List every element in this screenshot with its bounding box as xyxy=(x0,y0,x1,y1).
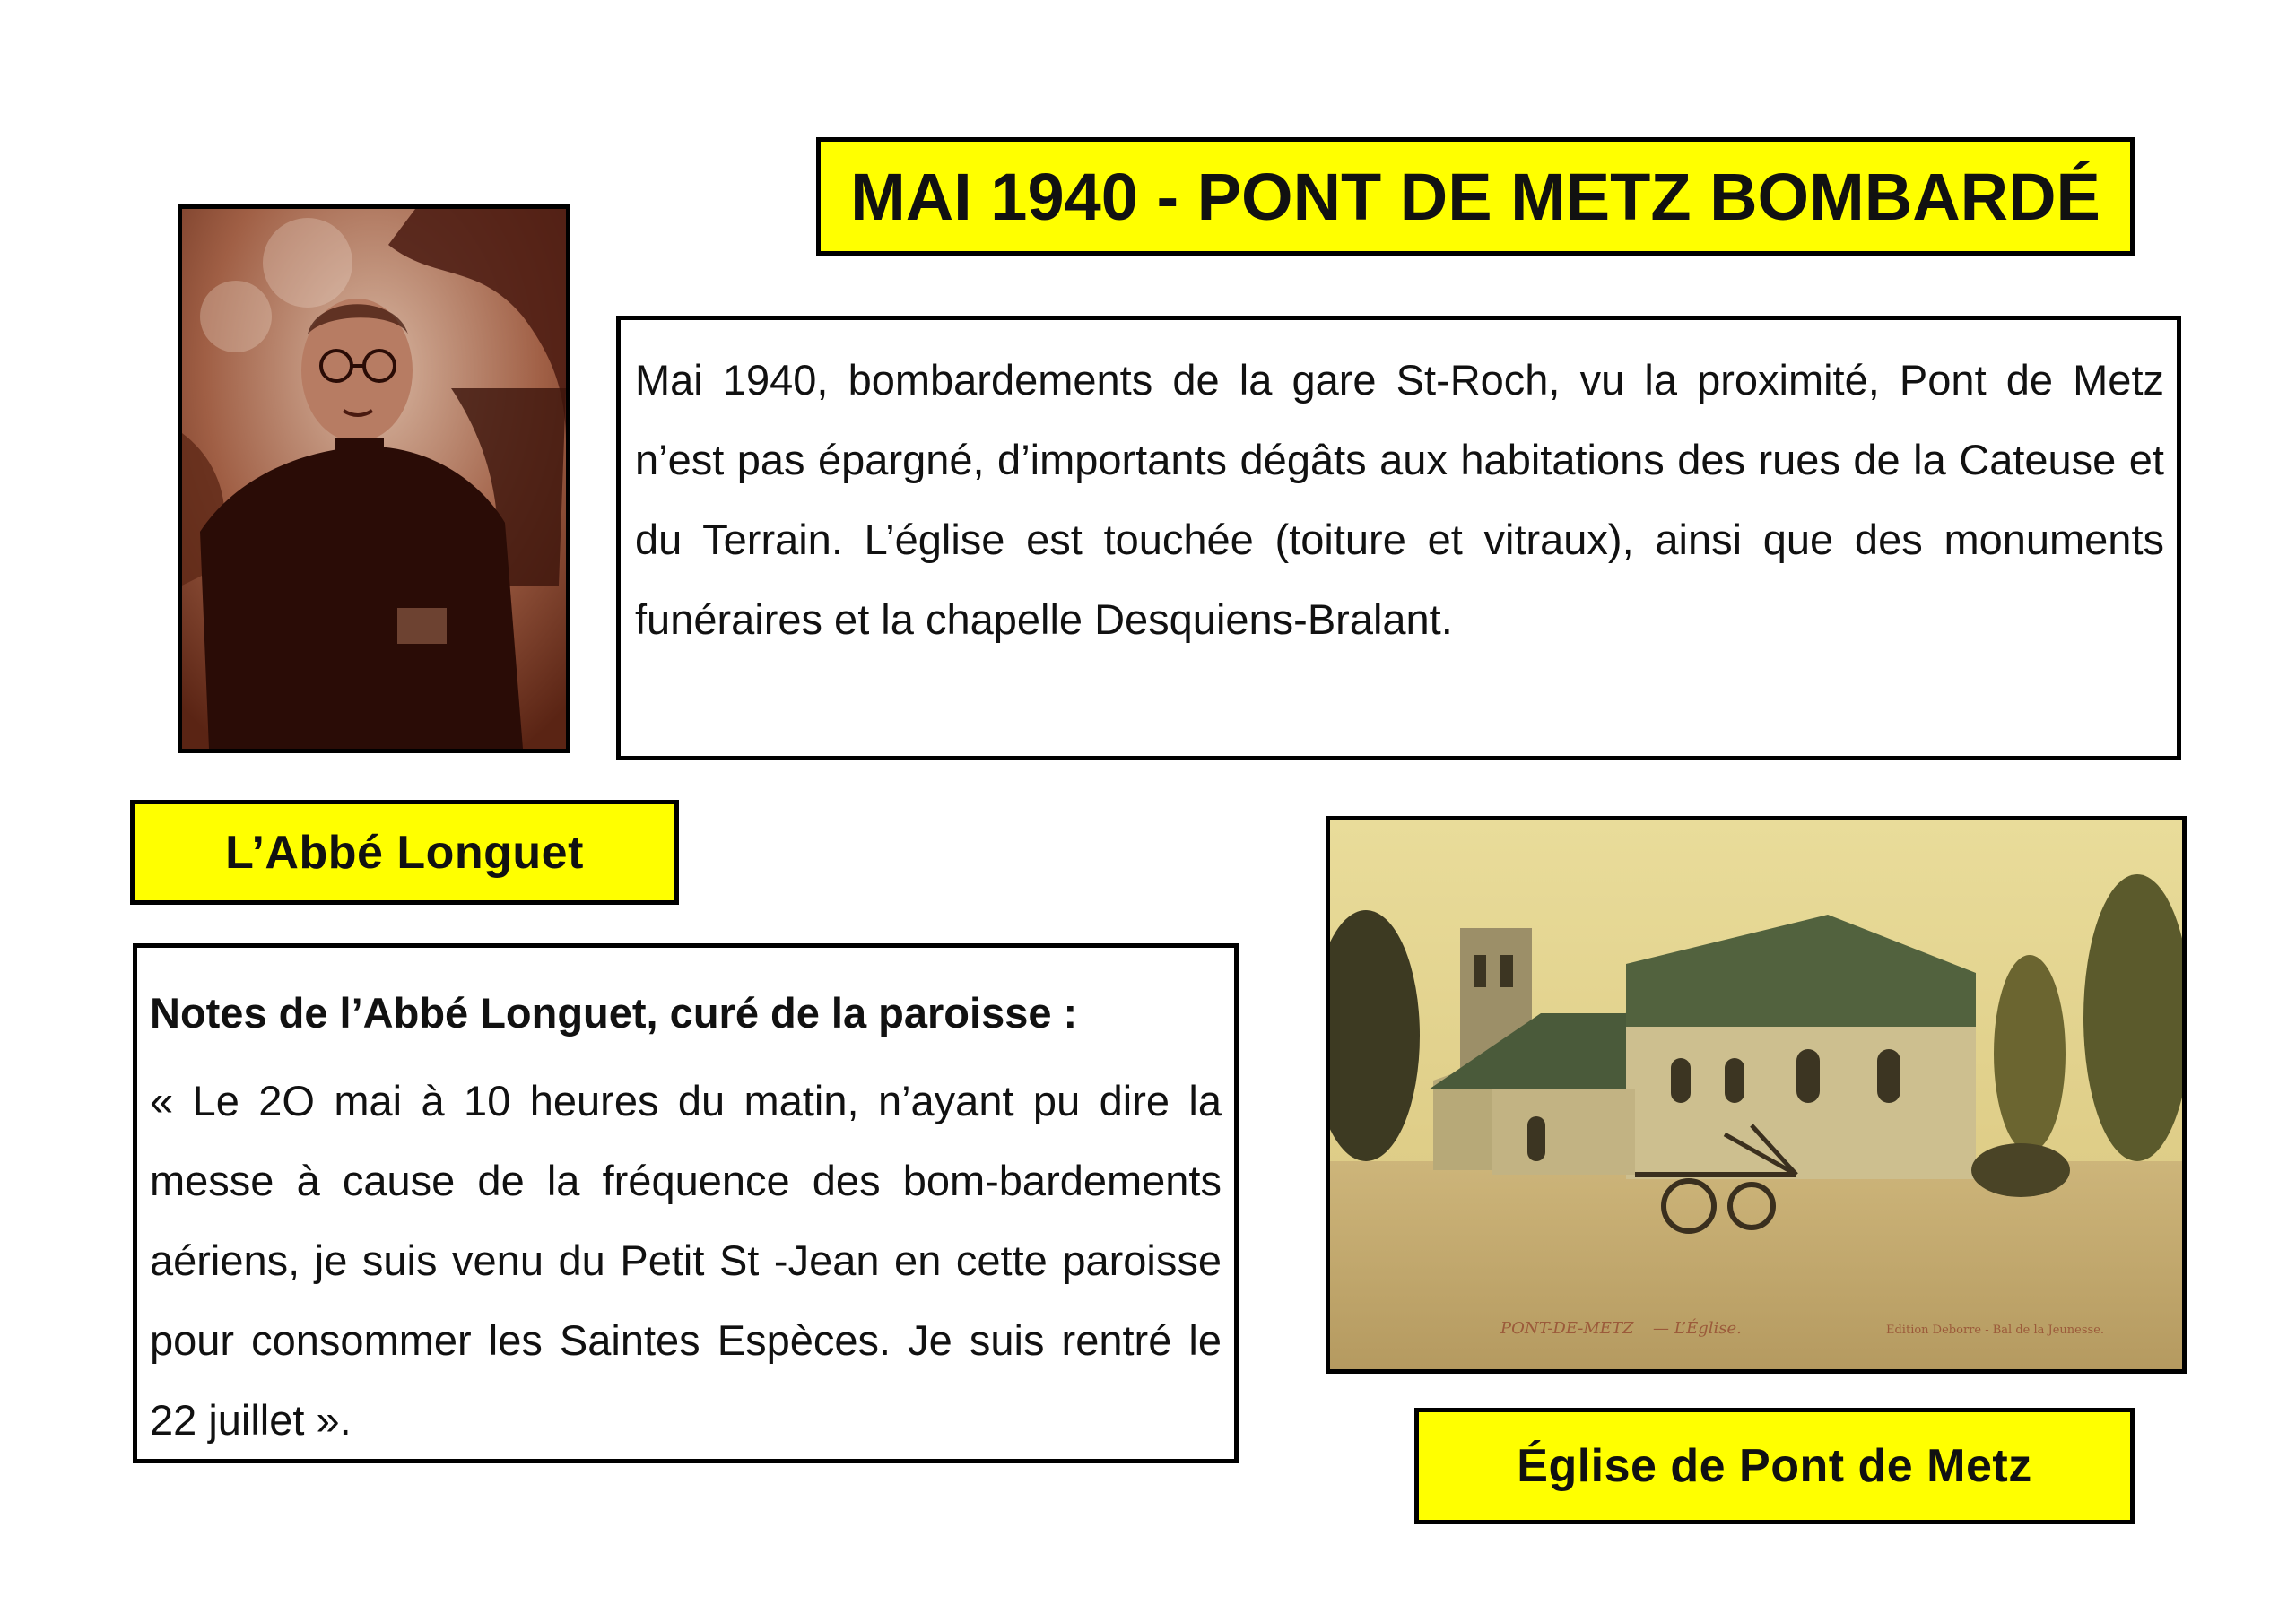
postcard-place: PONT-DE-METZ xyxy=(1500,1319,1634,1338)
postcard-subject: — L’Église. xyxy=(1653,1319,1742,1338)
page-title: MAI 1940 - PONT DE METZ BOMBARDÉ xyxy=(816,137,2135,256)
church-caption: Église de Pont de Metz xyxy=(1414,1408,2135,1524)
church-illustration xyxy=(1330,820,2182,1369)
intro-paragraph: Mai 1940, bombardements de la gare St-Roch, vu la proximité, Pont de Metz n’est pas épargné, d’importants dégâts aux habitations des rues de la Cateuse et du Terrain. L’église est touchée (toiture et vitraux), ainsi que des monuments funéraires et la chapelle Desquiens-Bralant. xyxy=(616,316,2181,760)
notes-heading: Notes de l’Abbé Longuet, curé de la paroisse : xyxy=(150,989,1078,1037)
notes-quote: « Le 2O mai à 10 heures du matin, n’ayant pu dire la messe à cause de la fréquence des bom-bardements aériens, je suis venu du Petit St -Jean en cette paroisse pour consommer les Saintes Espèces. Je suis rentré le 22 juillet ». xyxy=(150,1077,1222,1444)
portrait-caption: L’Abbé Longuet xyxy=(130,800,679,905)
portrait-photo-abbe-longuet xyxy=(178,204,570,753)
postcard-publisher: Edition Deborre - Bal de la Jeunesse. xyxy=(1886,1324,2105,1337)
notes-box xyxy=(133,943,1239,1463)
portrait-illustration xyxy=(182,209,566,749)
church-postcard-photo xyxy=(1326,816,2187,1374)
